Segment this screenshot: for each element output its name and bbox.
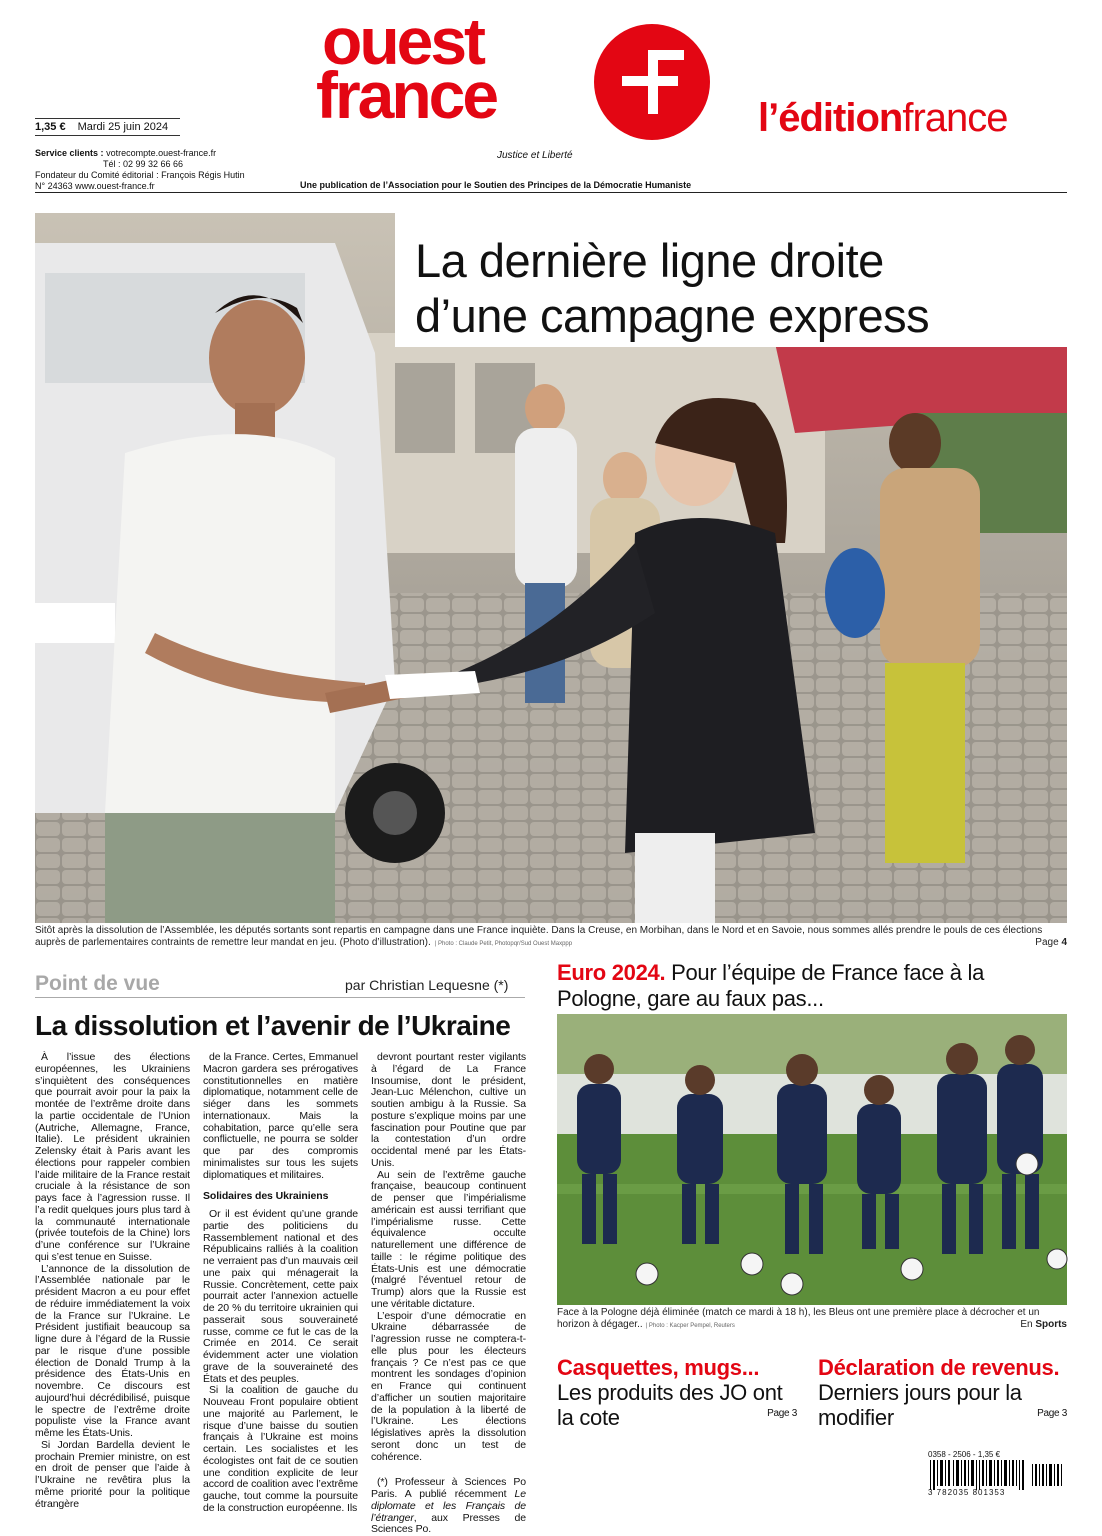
opinion-kicker: Point de vue [35,972,160,995]
hero-caption [35,925,1067,950]
edition-light: france [902,96,1008,140]
barcode-code: 0358 - 2506 - 1,35 € [928,1450,1001,1459]
teaser-kicker: Casquettes, mugs... [557,1355,760,1380]
opinion-paragraph: L’annonce de la dissolution de l’Assemblée nationale par le président Macron a eu pour effet de réduire immédiatement la voix de la France sur l’Ukraine. Le Président justifiait beaucoup sa ligne dure à l’égard de la Russie par le risque d’une possible élection de Donald Trump à la présidence des États-Unis en novembre. Ce discours est aujourd’hui décrédibilisé, puisque le spectre de l’extrême droite populiste vise la France avant même les États-Unis. [35,1262,190,1439]
opinion-paragraph: Or il est évident qu’une grande partie des politiciens du Rassemblement national et des Républicains ralliés à la coalition ne verraient pas d’un mauvais œil une paix qui ménagerait la Russie. Concrètement, cette paix pourrait acter l’annexion actuelle de 20 % du territoire ukrainien qui passerait sous souveraineté russe, comme ce fut le cas de la Crimée en 2014. Ce serait évidemment acter une violation grave de la souveraineté des États et des peuples. [203,1208,358,1385]
logo-circle-icon [592,22,712,142]
euro-caption-text: Face à la Pologne déjà éliminée (match ce mardi à 18 h), les Bleus ont une première place à décrocher et un horizon à dégager.. [557,1307,1040,1330]
logo-word-france: france [316,58,497,132]
service-phone: Tél : 02 99 32 66 66 [103,159,184,169]
teaser-page: Page 3 [767,1408,797,1419]
founder-line: Fondateur du Comité éditorial : François Régis Hutin [35,170,245,180]
euro-page-prefix: En [1020,1319,1033,1330]
opinion-footnote [371,1477,526,1536]
opinion-title[interactable]: La dissolution et l’avenir de l’Ukraine [35,1010,511,1041]
hero-headline-line2: d’une campagne express [415,289,930,342]
opinion-paragraph: de la France. Certes, Emmanuel Macron gardera ses prérogatives constitutionnelles en matière diplomatique, notamment celle de siéger dans les sommets internationaux. Mais la cohabitation, parce qu’elle sera conflictuelle, ne pourra se solder que par des compromis minimalistes sur tous les sujets diplomatiques et militaires. [203,1051,358,1181]
barcode-digits: 3 782035 801353 [928,1488,1006,1497]
motto: Justice et Liberté [497,150,573,161]
teaser-kicker: Déclaration de revenus. [818,1355,1060,1380]
hero-headline[interactable] [395,213,1067,347]
euro-photo-credit: | Photo : Kacper Pempel, Reuters [645,1323,735,1329]
opinion-column-3 [371,1052,526,1536]
footnote-suffix: , aux Presses de Sciences Po. [371,1511,526,1536]
euro-page-ref[interactable] [1020,1319,1067,1331]
opinion-column-2 [203,1052,358,1515]
teaser-page: Page 3 [1037,1408,1067,1419]
opinion-subhead: Solidaires des Ukrainiens [203,1190,329,1203]
opinion-paragraph: À l’issue des élections européennes, les Ukrainiens s’inquiètent des conséquences que pourrait avoir pour la paix la montée de l’extrême droite dans la partie occidentale de l’Union (Autriche, Allemagne, France, Italie). Le président ukrainien Zelensky était à Paris avant les élections pour rappeler combien l’aide militaire de la France restait cruciale à la résistance de son pays face à l’agression russe. Il l’a redit quelques jours plus tard à la communauté internationale (privée toutefois de la Chine) lors d’une conférence sur l’Ukraine qui s’est tenue en Suisse. [35,1051,190,1263]
hero-photo[interactable] [35,213,1067,923]
issue-number: N° 24363 www.ouest-france.fr [35,181,155,191]
opinion-column-1 [35,1052,190,1510]
opinion-paragraph: Au sein de l’extrême gauche française, beaucoup continuent de penser que l’impérialisme américain est aussi terrifiant que l’impérialisme russe. Cette équivalence occulte naturellement une différence de taille : le régime politique des États-Unis est une démocratie (malgré l’éventuel retour de Trump) alors que la Russie est une véritable dictature. [371,1168,526,1310]
price: 1,35 € [35,121,66,133]
masthead [0,0,1102,196]
opinion-author: par Christian Lequesne (*) [345,977,509,993]
issue-date: Mardi 25 juin 2024 [77,121,169,133]
euro-page-section: Sports [1035,1319,1067,1330]
service-info [35,148,285,192]
publication-line: Une publication de l’Association pour le Soutien des Principes de la Démocratie Humaniste [300,180,692,190]
edition-bold: l’édition [758,96,903,140]
euro-headline[interactable] [557,960,1067,1012]
service-label: Service clients : [35,148,104,158]
hero-headline-line1: La dernière ligne droite [415,234,884,287]
teaser-title: Derniers jours pour la modifier [818,1380,1022,1430]
euro-kicker: Euro 2024. [557,960,666,985]
teaser-title: Les produits des JO ont la cote [557,1380,783,1430]
euro-title-text: Pour l’équipe de France face à la Pologne, gare au faux pas... [557,960,985,1011]
teaser-tax-declaration[interactable] [818,1355,1067,1430]
footnote-prefix: (*) Professeur à Sciences Po Paris. A publié récemment [371,1476,526,1500]
opinion-paragraph: L’espoir d’une démocratie en Ukraine débarrassée de l’agression russe ne comptera-t-elle plus pour les électeurs français ? Ce n’est pas ce que montrent les sondages d’opinion en France qui continuent d’afficher un soutien majoritaire de la population à la liberté de l’Ukraine. Les élections législatives après la dissolution seront donc un test de cohérence. [371,1309,526,1463]
hero-caption-text: Sitôt après la dissolution de l’Assemblée, les députés sortants sont repartis en campagne dans une France inquiète. Dans la Creuse, en Morbihan, dans le Nord et en Savoie, nous sommes allés prendre le pouls de ces élections auprès de parlementaires contraints de remettre leur mandat en jeu. (Photo d’illustration). [35,925,1043,948]
ouest-france-logo[interactable] [316,4,716,143]
teaser-jo-products[interactable] [557,1355,797,1430]
price-date-line [35,118,180,136]
opinion-paragraph: Si la coalition de gauche du Nouveau Front populaire obtient une majorité au Parlement, le risque d’une baisse du soutien français à l’Ukraine est moins certain. Les socialistes et les écologistes ont fait de ce soutien une condition explicite de leur accord de coalition avec l’extrême gauche, tout comme la poursuite de la construction européenne. Ils [203,1384,358,1514]
service-url[interactable]: votrecompte.ouest-france.fr [106,148,217,158]
hero-photo-credit: | Photo : Claude Petit, Photopqr/Sud Ouest Maxppp [434,941,573,947]
hero-page-number: 4 [1061,937,1067,948]
footnote-book: Le diplomate et les Français de l’étranger [371,1488,526,1524]
opinion-paragraph: devront pourtant rester vigilants à l’égard de La France Insoumise, dont le président, Jean-Luc Mélenchon, cultive un soutien ambigu à la Russie. Sa posture s’explique moins par une fascination pour Poutine que par la contestation d’un ordre occidental mené par les États-Unis. [371,1051,526,1169]
football-training-illustration [557,1014,1067,1305]
masthead-divider [35,192,1067,193]
opinion-divider [35,997,525,998]
opinion-paragraph: Si Jordan Bardella devient le prochain Premier ministre, on est en droit de penser que l’aide à l’Ukraine ne revêtira plus la même priorité pour la politique étrangère [35,1438,190,1510]
logo-word-ouest: ouest [322,4,484,78]
hero-page-label: Page [1035,937,1059,948]
hero-page-ref[interactable] [1035,937,1067,949]
euro-caption [557,1307,1067,1332]
edition-label [758,96,1008,141]
euro-photo[interactable] [557,1014,1067,1305]
